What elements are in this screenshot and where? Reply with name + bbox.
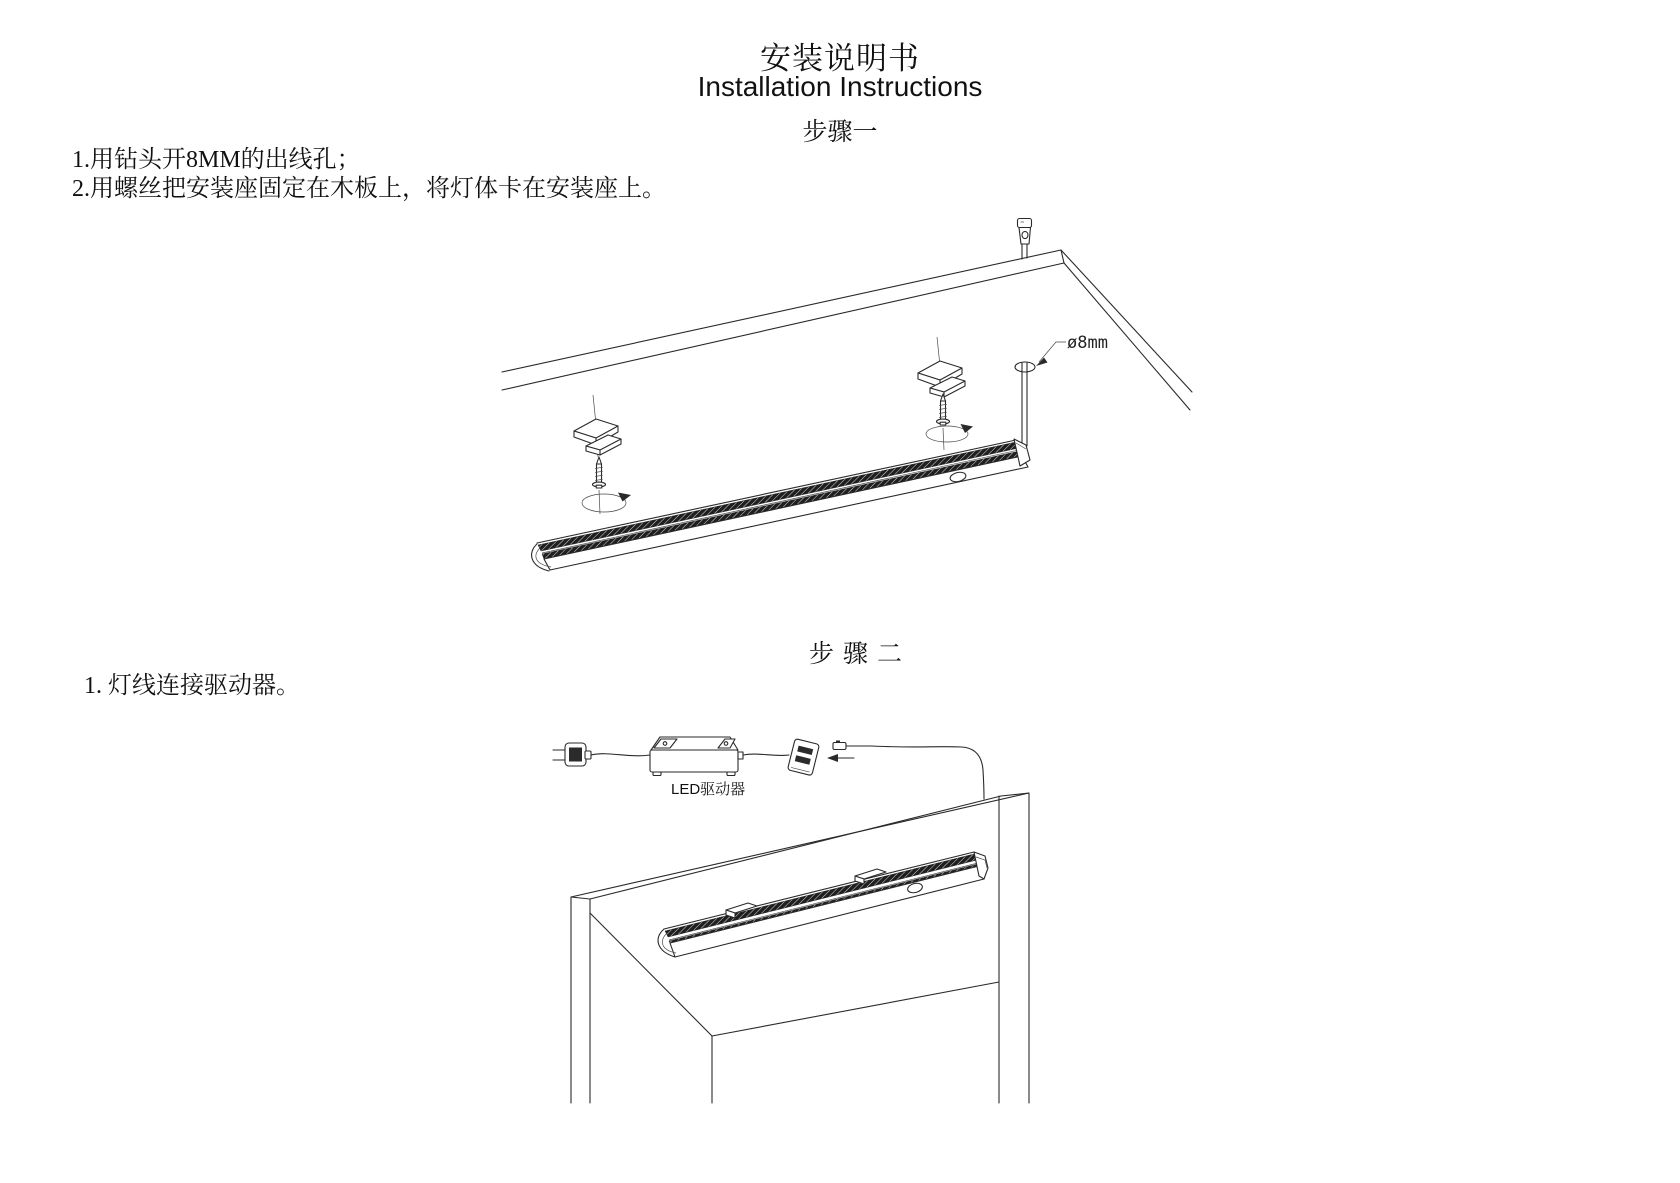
light-bar-led-strip2 bbox=[542, 451, 1022, 559]
led-driver-box bbox=[650, 737, 743, 776]
light-bar-body bbox=[670, 866, 984, 957]
led-driver-label: LED驱动器 bbox=[671, 781, 746, 798]
cable-driver-to-connector bbox=[743, 754, 789, 755]
step-one-instruction-line2: 2.用螺丝把安装座固定在木板上，将灯体卡在安装座上。 bbox=[72, 176, 666, 202]
step-one-diagram bbox=[430, 190, 1220, 590]
connector-block bbox=[787, 739, 819, 776]
light-bar-led-strip bbox=[538, 442, 1019, 551]
hole-diameter-callout bbox=[1036, 333, 1108, 366]
rotation-arrow-left bbox=[582, 493, 631, 513]
drill-hole-ellipse bbox=[1015, 362, 1035, 372]
rotation-arrow-right bbox=[926, 424, 973, 442]
power-plug bbox=[553, 743, 591, 766]
power-wire-through-hole bbox=[1018, 219, 1032, 447]
plug-body-grip bbox=[569, 748, 582, 762]
light-bar bbox=[532, 439, 1030, 571]
cabinet bbox=[571, 793, 1029, 1103]
mounting-clip-right bbox=[918, 337, 973, 450]
step-two-diagram bbox=[520, 670, 1090, 1183]
page-title-english: Installation Instructions bbox=[697, 71, 983, 102]
wire-male-connector bbox=[833, 743, 846, 750]
hole-diameter-label: ø8mm bbox=[1067, 333, 1108, 353]
step-one-heading: 步骤一 bbox=[802, 118, 878, 146]
mounting-clip-left bbox=[574, 395, 631, 514]
insert-direction-arrow bbox=[827, 754, 854, 762]
cable-plug-to-driver bbox=[591, 754, 650, 756]
page-title-chinese: 安装说明书 bbox=[760, 41, 920, 76]
lamp-wire bbox=[833, 741, 984, 800]
screw-right bbox=[937, 394, 950, 425]
wire-connector bbox=[1018, 219, 1032, 245]
step-one-instruction-line1: 1.用钻头开8MM的出线孔； bbox=[72, 147, 361, 173]
step-two-instruction-line1: 1. 灯线连接驱动器。 bbox=[84, 673, 300, 699]
light-bar-led-strip bbox=[665, 854, 977, 937]
light-bar-installed bbox=[658, 852, 988, 957]
step-two-instructions bbox=[84, 672, 300, 701]
step-two-heading: 步骤二 bbox=[808, 640, 911, 668]
board-panel bbox=[502, 250, 1192, 410]
screw-left bbox=[593, 457, 606, 488]
